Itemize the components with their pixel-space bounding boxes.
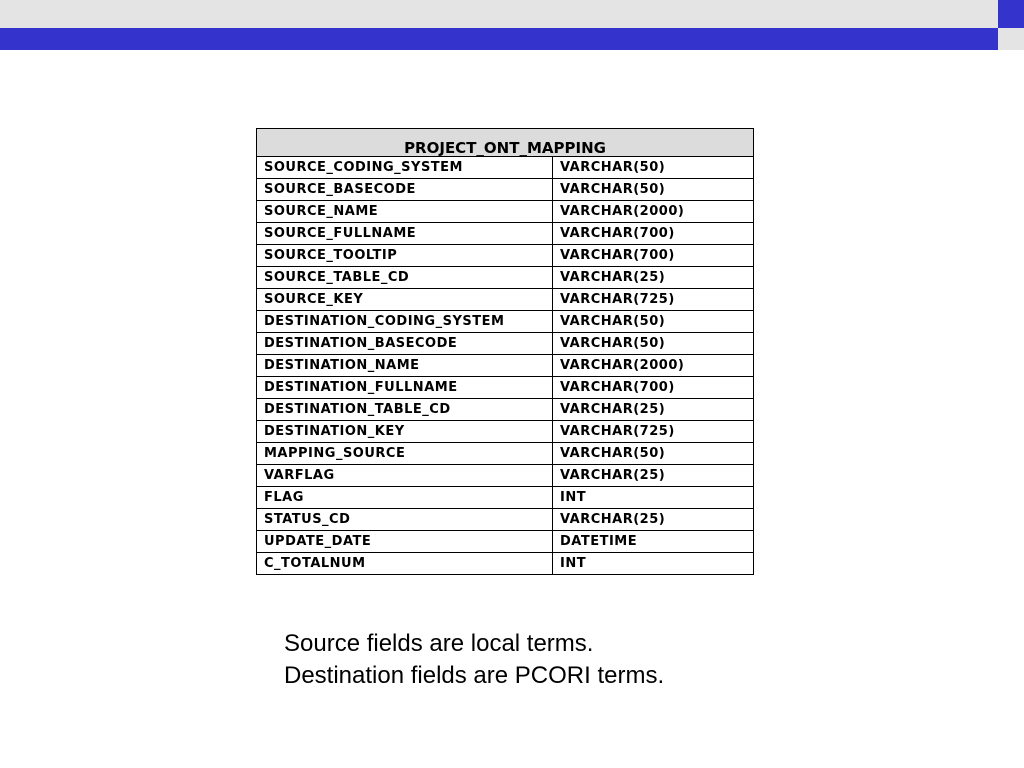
field-name-cell: DESTINATION_NAME [257,355,553,377]
note-destination-fields: Destination fields are PCORI terms. [284,662,665,689]
field-name-cell: SOURCE_CODING_SYSTEM [257,157,553,179]
header-corner-block [998,0,1024,28]
field-name-cell: VARFLAG [257,465,553,487]
field-type-cell: VARCHAR(50) [553,179,754,201]
field-name-cell: STATUS_CD [257,509,553,531]
schema-table [256,128,754,575]
field-name-cell: DESTINATION_KEY [257,421,553,443]
field-name-cell: SOURCE_NAME [257,201,553,223]
table-row [257,267,754,289]
header-blue-bar [0,28,998,50]
table-header-row [257,129,754,157]
field-name-cell: SOURCE_BASECODE [257,179,553,201]
table-row [257,399,754,421]
field-type-cell: VARCHAR(725) [553,289,754,311]
table-row [257,245,754,267]
field-name-cell: C_TOTALNUM [257,553,553,575]
field-type-cell: VARCHAR(700) [553,245,754,267]
field-type-cell: VARCHAR(700) [553,223,754,245]
field-type-cell: VARCHAR(25) [553,399,754,421]
table-row [257,377,754,399]
table-row [257,443,754,465]
table-row [257,487,754,509]
table-body [257,157,754,575]
field-name-cell: UPDATE_DATE [257,531,553,553]
table-row [257,531,754,553]
field-name-cell: SOURCE_TOOLTIP [257,245,553,267]
table-row [257,355,754,377]
field-name-cell: DESTINATION_CODING_SYSTEM [257,311,553,333]
field-type-cell: VARCHAR(725) [553,421,754,443]
field-type-cell: VARCHAR(50) [553,311,754,333]
note-source-fields: Source fields are local terms. [284,630,594,657]
field-type-cell: VARCHAR(25) [553,267,754,289]
header-corner-grey [998,28,1024,50]
field-type-cell: INT [553,487,754,509]
field-name-cell: SOURCE_TABLE_CD [257,267,553,289]
field-type-cell: VARCHAR(2000) [553,201,754,223]
table-row [257,179,754,201]
field-type-cell: VARCHAR(50) [553,443,754,465]
table-row [257,509,754,531]
table-row [257,421,754,443]
field-type-cell: VARCHAR(50) [553,157,754,179]
field-name-cell: DESTINATION_FULLNAME [257,377,553,399]
table-row [257,201,754,223]
table-row [257,553,754,575]
field-type-cell: VARCHAR(50) [553,333,754,355]
table-row [257,465,754,487]
table-row [257,333,754,355]
field-type-cell: DATETIME [553,531,754,553]
notes [284,628,664,692]
field-name-cell: SOURCE_FULLNAME [257,223,553,245]
table-row [257,289,754,311]
field-type-cell: VARCHAR(2000) [553,355,754,377]
field-type-cell: VARCHAR(700) [553,377,754,399]
table-row [257,223,754,245]
field-name-cell: DESTINATION_BASECODE [257,333,553,355]
field-name-cell: SOURCE_KEY [257,289,553,311]
field-name-cell: DESTINATION_TABLE_CD [257,399,553,421]
header-top-band [0,0,1024,28]
field-type-cell: VARCHAR(25) [553,509,754,531]
field-name-cell: FLAG [257,487,553,509]
table-row [257,157,754,179]
field-name-cell: MAPPING_SOURCE [257,443,553,465]
field-type-cell: VARCHAR(25) [553,465,754,487]
field-type-cell: INT [553,553,754,575]
table-row [257,311,754,333]
table-title: PROJECT_ONT_MAPPING [257,129,754,157]
